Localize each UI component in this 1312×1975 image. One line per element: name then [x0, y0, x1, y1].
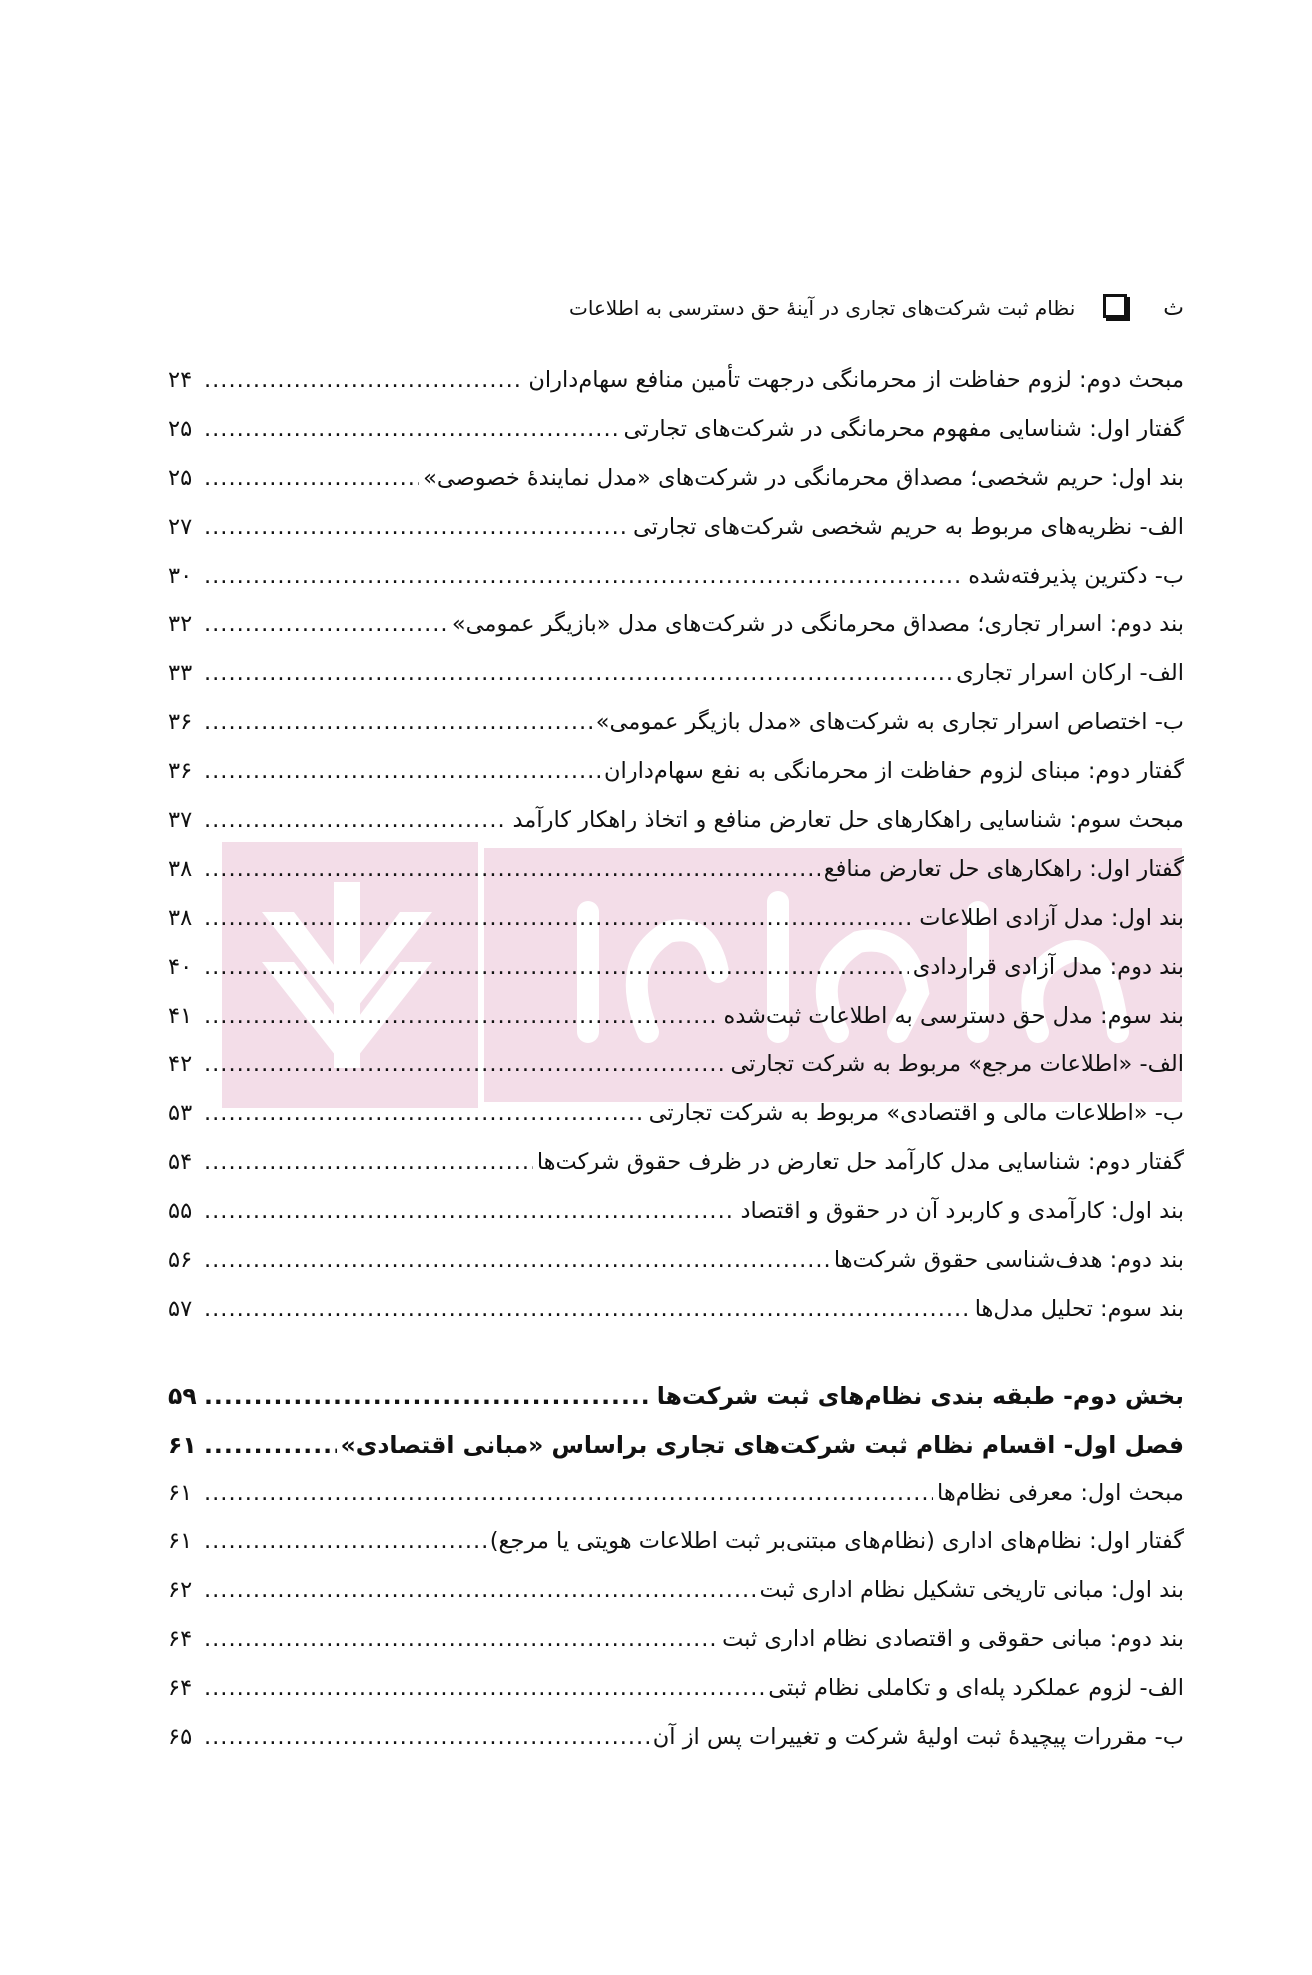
toc-leader	[204, 1296, 971, 1322]
toc-entry-page: ۳۸	[168, 904, 193, 931]
toc-leader	[204, 514, 629, 540]
toc-entry-title: الف- ارکان اسرار تجاری	[956, 660, 1184, 687]
toc-entry-title: الف- لزوم عملکرد پله‌ای و تکاملی نظام ثبتی	[768, 1675, 1184, 1702]
toc-entry-title: گفتار دوم: مبنای لزوم حفاظت از محرمانگی به نفع سهام‌داران	[603, 758, 1184, 785]
toc-leader	[204, 660, 952, 686]
toc-entry	[168, 1577, 1184, 1626]
toc-leader	[204, 1003, 720, 1029]
toc-entry	[168, 416, 1184, 465]
toc-leader	[204, 1198, 736, 1224]
toc-entry-title: گفتار اول: نظام‌های اداری (نظام‌های مبتنی‌بر ثبت اطلاعات هویتی یا مرجع)	[489, 1528, 1184, 1555]
toc-entry-title: بند اول: حریم شخصی؛ مصداق محرمانگی در شرکت‌های «مدل نمایندهٔ خصوصی»	[423, 464, 1184, 491]
toc-entry	[168, 1528, 1184, 1577]
toc-entry-page: ۴۲	[168, 1051, 193, 1078]
toc-entry-page: ۳۳	[168, 660, 193, 687]
toc-entry	[168, 1051, 1184, 1100]
toc-leader	[204, 1675, 764, 1701]
toc-entry-title: گفتار اول: شناسایی مفهوم محرمانگی در شرکت‌های تجارتی	[623, 415, 1184, 442]
toc-entry	[168, 709, 1184, 758]
toc-entry-title: بند دوم: مبانی حقوقی و اقتصادی نظام اداری ثبت	[722, 1626, 1184, 1653]
toc-entry-title: ب- مقررات پیچیدهٔ ثبت اولیهٔ شرکت و تغییرات پس از آن	[652, 1724, 1184, 1751]
toc-entry-title: گفتار اول: راهکارهای حل تعارض منافع	[823, 855, 1184, 882]
toc-leader	[204, 367, 524, 393]
toc-entry	[168, 1100, 1184, 1149]
toc-entry	[168, 367, 1184, 416]
toc-entry-page: ۶۵	[168, 1724, 193, 1751]
toc-entry-page: ۵۴	[168, 1149, 193, 1176]
toc-entry-title: بند دوم: هدف‌شناسی حقوق شرکت‌ها	[833, 1247, 1184, 1274]
toc-entry	[168, 660, 1184, 709]
toc-entry-title: مبحث اول: معرفی نظام‌ها	[936, 1479, 1184, 1506]
toc-leader	[204, 1626, 718, 1652]
toc-entry-page: ۶۲	[168, 1577, 193, 1604]
toc-entry-title: الف- نظریه‌های مربوط به حریم شخصی شرکت‌های تجارتی	[633, 513, 1184, 540]
toc-entry-page: ۵۳	[168, 1100, 193, 1127]
toc-entry-page: ۴۱	[168, 1002, 193, 1029]
toc-entry-page: ۵۷	[168, 1295, 193, 1322]
toc-entry	[168, 465, 1184, 514]
running-title: نظام ثبت شرکت‌های تجاری در آینهٔ حق دسترسی به اطلاعات	[569, 296, 1076, 320]
toc-entry-title: بخش دوم- طبقه بندی نظام‌های ثبت شرکت‌ها	[656, 1381, 1184, 1410]
toc-entry-title: بند دوم: مدل آزادی قراردادی	[912, 953, 1184, 980]
toc-entry-title: بند اول: مدل آزادی اطلاعات	[919, 904, 1184, 931]
toc-leader	[204, 1247, 830, 1273]
toc-entry-page: ۳۰	[168, 562, 193, 589]
toc-entry-title: بند سوم: تحلیل مدل‌ها	[974, 1295, 1184, 1322]
toc-entry	[168, 1149, 1184, 1198]
toc-leader	[204, 1431, 337, 1459]
toc-entry-page: ۶۴	[168, 1675, 193, 1702]
toc-entry	[168, 758, 1184, 807]
toc-section-2	[168, 1382, 1184, 1773]
toc-entry	[168, 1724, 1184, 1773]
toc-entry	[168, 1675, 1184, 1724]
toc-entry-page: ۶۴	[168, 1626, 193, 1653]
toc-entry-title: ب- دکترین پذیرفته‌شده	[968, 562, 1184, 589]
toc-section-1	[168, 367, 1184, 1345]
toc-entry-page: ۲۵	[168, 464, 193, 491]
toc-entry-title: بند اول: کارآمدی و کاربرد آن در حقوق و اقتصاد	[740, 1198, 1184, 1225]
toc-entry-title: فصل اول- اقسام نظام ثبت شرکت‌های تجاری براساس «مبانی اقتصادی»	[340, 1430, 1184, 1459]
toc-entry-page: ۵۹	[168, 1381, 197, 1410]
toc-entry	[168, 856, 1184, 905]
toc-entry	[168, 1480, 1184, 1529]
toc-entry-page: ۶۱	[168, 1479, 193, 1506]
toc-entry	[168, 1626, 1184, 1675]
toc-entry-title: الف- «اطلاعات مرجع» مربوط به شرکت تجارتی	[730, 1051, 1184, 1078]
toc-leader	[204, 758, 600, 784]
toc-entry-page: ۵۵	[168, 1198, 193, 1225]
toc-leader	[204, 1577, 756, 1603]
toc-entry-part	[168, 1382, 1184, 1431]
toc-entry-page: ۶۱	[168, 1528, 193, 1555]
toc-entry-page: ۳۷	[168, 807, 193, 834]
toc-entry	[168, 563, 1184, 612]
toc-entry-page: ۳۲	[168, 611, 193, 638]
toc-entry-page: ۳۸	[168, 855, 193, 882]
toc-entry	[168, 1003, 1184, 1052]
toc-entry	[168, 611, 1184, 660]
toc-entry-title: بند اول: مبانی تاریخی تشکیل نظام اداری ثبت	[759, 1577, 1184, 1604]
square-bullet-icon	[1103, 294, 1127, 318]
toc-entry	[168, 954, 1184, 1003]
toc-entry-page: ۶۱	[168, 1430, 197, 1459]
toc-leader	[204, 1100, 645, 1126]
page-number-letter: ث	[1163, 295, 1184, 321]
toc-entry-page: ۳۶	[168, 758, 193, 785]
toc-leader	[204, 1724, 649, 1750]
toc-leader	[204, 1528, 486, 1554]
toc-entry	[168, 905, 1184, 954]
toc-leader	[204, 563, 964, 589]
section-gap	[168, 1345, 1184, 1382]
toc-entry-page: ۲۵	[168, 415, 193, 442]
toc-entry	[168, 1198, 1184, 1247]
toc-leader	[204, 1149, 533, 1175]
table-of-contents	[168, 367, 1184, 1773]
toc-leader	[204, 465, 419, 491]
toc-entry	[168, 514, 1184, 563]
toc-entry-page: ۴۰	[168, 953, 193, 980]
running-header	[569, 288, 1184, 328]
toc-entry-title: گفتار دوم: شناسایی مدل کارآمد حل تعارض در ظرف حقوق شرکت‌ها	[536, 1149, 1184, 1176]
toc-leader	[204, 416, 620, 442]
toc-leader	[204, 1480, 933, 1506]
toc-leader	[204, 856, 820, 882]
toc-leader	[204, 709, 592, 735]
toc-leader	[204, 1051, 727, 1077]
toc-entry-title: بند سوم: مدل حق دسترسی به اطلاعات ثبت‌شده	[723, 1002, 1184, 1029]
toc-entry-title: مبحث دوم: لزوم حفاظت از محرمانگی درجهت تأمین منافع سهام‌داران	[528, 367, 1184, 393]
toc-entry	[168, 1296, 1184, 1345]
toc-entry-page: ۳۶	[168, 709, 193, 736]
toc-leader	[204, 905, 915, 931]
toc-entry	[168, 807, 1184, 856]
toc-leader	[204, 807, 508, 833]
toc-leader	[204, 611, 448, 637]
toc-entry-title: بند دوم: اسرار تجاری؛ مصداق محرمانگی در شرکت‌های مدل «بازیگر عمومی»	[451, 611, 1184, 638]
toc-leader	[204, 954, 909, 980]
toc-leader	[204, 1382, 653, 1410]
toc-entry-page: ۲۴	[168, 367, 193, 393]
toc-entry-page: ۵۶	[168, 1247, 193, 1274]
toc-entry	[168, 1247, 1184, 1296]
toc-entry-title: مبحث سوم: شناسایی راهکارهای حل تعارض منافع و اتخاذ راهکار کارآمد	[512, 807, 1184, 834]
toc-entry-chapter	[168, 1431, 1184, 1480]
toc-entry-title: ب- «اطلاعات مالی و اقتصادی» مربوط به شرکت تجارتی	[648, 1100, 1184, 1127]
toc-entry-title: ب- اختصاص اسرار تجاری به شرکت‌های «مدل بازیگر عمومی»	[595, 709, 1184, 736]
toc-entry-page: ۲۷	[168, 513, 193, 540]
